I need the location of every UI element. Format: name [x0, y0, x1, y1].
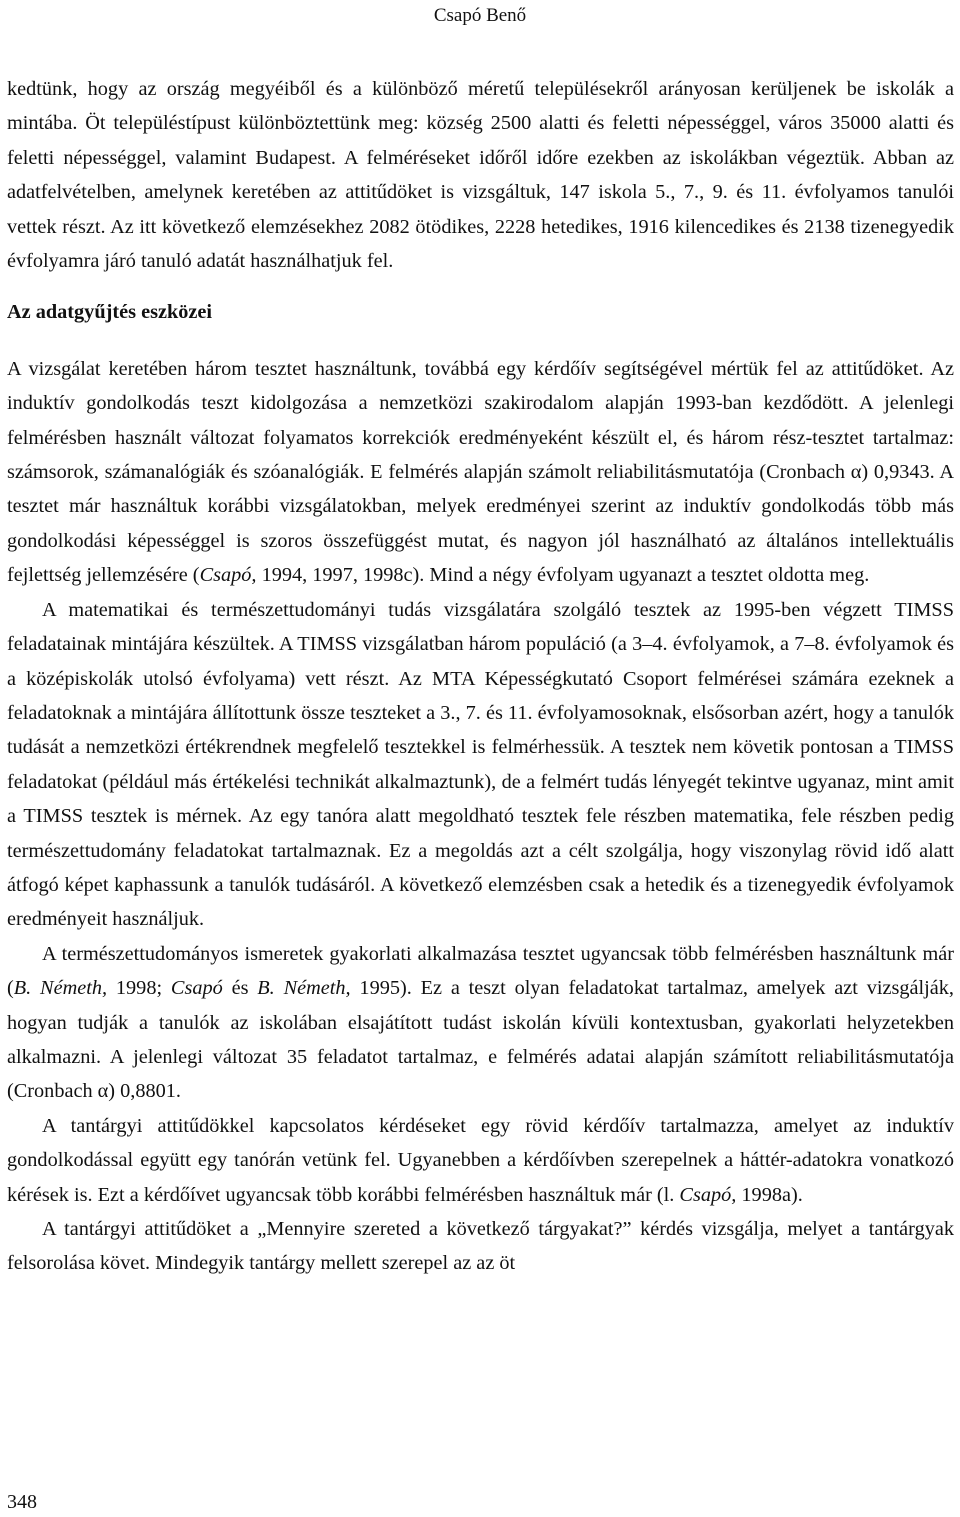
- text-run: A természettudományos ismeretek gyakorlati alkalmazása tesztet ugyancsak több felmérésben használtunk már (: [7, 942, 954, 1000]
- citation-author: Csapó,: [199, 564, 257, 587]
- section-heading: Az adatgyűjtés eszközei: [7, 301, 213, 324]
- text-run: A vizsgálat keretében három tesztet használtunk, továbbá egy kérdőív segítségével mértük fel az attitűdöket. Az induktív gondolkodás teszt kidolgozása a nemzetközi szakirodalom alapján 1993-ban kezdődött. A jelenlegi felmérésben használt változat folyamatos korrekciók eredményeként készült el, és három rész-tesztet tartalmaz: számsorok, számanalógiák és szóanalógiák. E felmérés alapján számolt reliabilitásmutatója (Cronbach α) 0,9343. A tesztet már használtuk korábbi vizsgálatokban, melyek eredményei szerint az induktív gondolkodás több más gondolkodási képességgel is szoros összefüggést mutat, és nagyon jól használható az általános intellektuális fejlettség jellemzésére (: [7, 357, 954, 587]
- paragraph-timss: A matematikai és természettudományi tudás vizsgálatára szolgáló tesztek az 1995-ben végzett TIMSS feladatainak mintájára készültek. A TIMSS vizsgálatban három populáció (a 3–4. évfolyamok, a 7–8. évfolyamok és a középiskolák utolsó évfolyama) vett részt. Az MTA Képességkutató Csoport felmérései számára ezeknek a feladatoknak a mintájára állítottunk össze teszteket a 3., 7. és 11. évfolyamosoknak, elsősorban azért, hogy a tanulók tudását a nemzetközi értékrendnek megfelelő tesztekkel is felmérhessük. A tesztek nem követik pontosan a TIMSS feladatokat (például más értékelési technikát alkalmaztunk), de a felmért tudás lényegét tekintve ugyanaz, mint amit a TIMSS tesztek is mérnek. Az egy tanóra alatt megoldható tesztek fele részben matematika, fele részben pedig természettudomány feladatokat tartalmaznak. Ez a megoldás azt a célt szolgálja, hogy viszonylag rövid idő alatt átfogó képet kaphassunk a tanulók tudásáról. A következő elemzésben csak a hetedik és a tizenegyedik évfolyamok eredményeit használjuk.: [7, 598, 954, 931]
- citation-author: B. Németh,: [13, 977, 108, 1000]
- spacer: [7, 278, 954, 295]
- running-head: Csapó Benő: [433, 5, 527, 26]
- text-run: 1998;: [107, 977, 171, 1000]
- text-run: 1995). Ez a teszt olyan feladatokat tartalmaz, amelyek azt vizsgálják, hogyan tudják a tanulók az iskolában elsajátított tudást iskolán kívüli kontextusban, gyakorlati helyzetekben alkalmazni. A jelenlegi változat 35 feladatot tartalmaz, e felmérés adatai alapján számított reliabilitásmutatója (Cronbach α) 0,8801.: [7, 977, 955, 1103]
- citation-author: Csapó: [170, 977, 223, 1000]
- paragraph-instruments: [7, 352, 954, 593]
- paragraph-attitudes: A tantárgyi attitűdöket a „Mennyire szereted a következő tárgyakat?” kérdés vizsgálja, melyet a tantárgyak felsorolása követ. Mindegyik tantárgy mellett szerepel az az öt: [7, 1218, 954, 1275]
- citation-author: Csapó,: [679, 1183, 737, 1206]
- paragraph-sampling: kedtünk, hogy az ország megyéiből és a különböző méretű településekről arányosan kerüljenek be iskolák a mintába. Öt településtípust különböztettünk meg: község 2500 alatti és feletti népességgel, város 35000 alatti és feletti népességgel, valamint Budapest. A felméréseket időről időre ezekben az iskolákban végeztük. Abban az adatfelvételben, amelynek keretében az attitűdöket is vizsgáltuk, 147 iskola 5., 7., 9. és 11. évfolyamos tanulói vettek részt. Az itt következő elemzésekhez 2082 ötödikes, 2228 hetedikes, 1916 kilencedikes és 2138 tizenegyedik évfolyamra járó tanuló adatát használhatjuk fel.: [7, 78, 954, 273]
- text-run: 1994, 1997, 1998c). Mind a négy évfolyam ugyanazt a tesztet oldotta meg.: [256, 564, 870, 587]
- text-run: 1998a).: [736, 1183, 803, 1206]
- page-number: 348: [7, 1491, 37, 1513]
- text-run: A tantárgyi attitűdökkel kapcsolatos kérdéseket egy rövid kérdőív tartalmazza, amelyet az induktív gondolkodással együtt egy tanórán vetünk fel. Ugyanebben a kérdőívben szerepelnek a háttér-adatokra vonatkozó kérések is. Ezt a kérdőívet ugyancsak több korábbi felmérésben használtuk már (l.: [7, 1114, 954, 1206]
- text-run: és: [222, 977, 258, 1000]
- body-text: [7, 72, 954, 1281]
- paragraph-questionnaire: [7, 1109, 954, 1212]
- paragraph-applied-science: [7, 937, 954, 1109]
- spacer: [7, 330, 954, 352]
- citation-author: B. Németh,: [257, 977, 351, 1000]
